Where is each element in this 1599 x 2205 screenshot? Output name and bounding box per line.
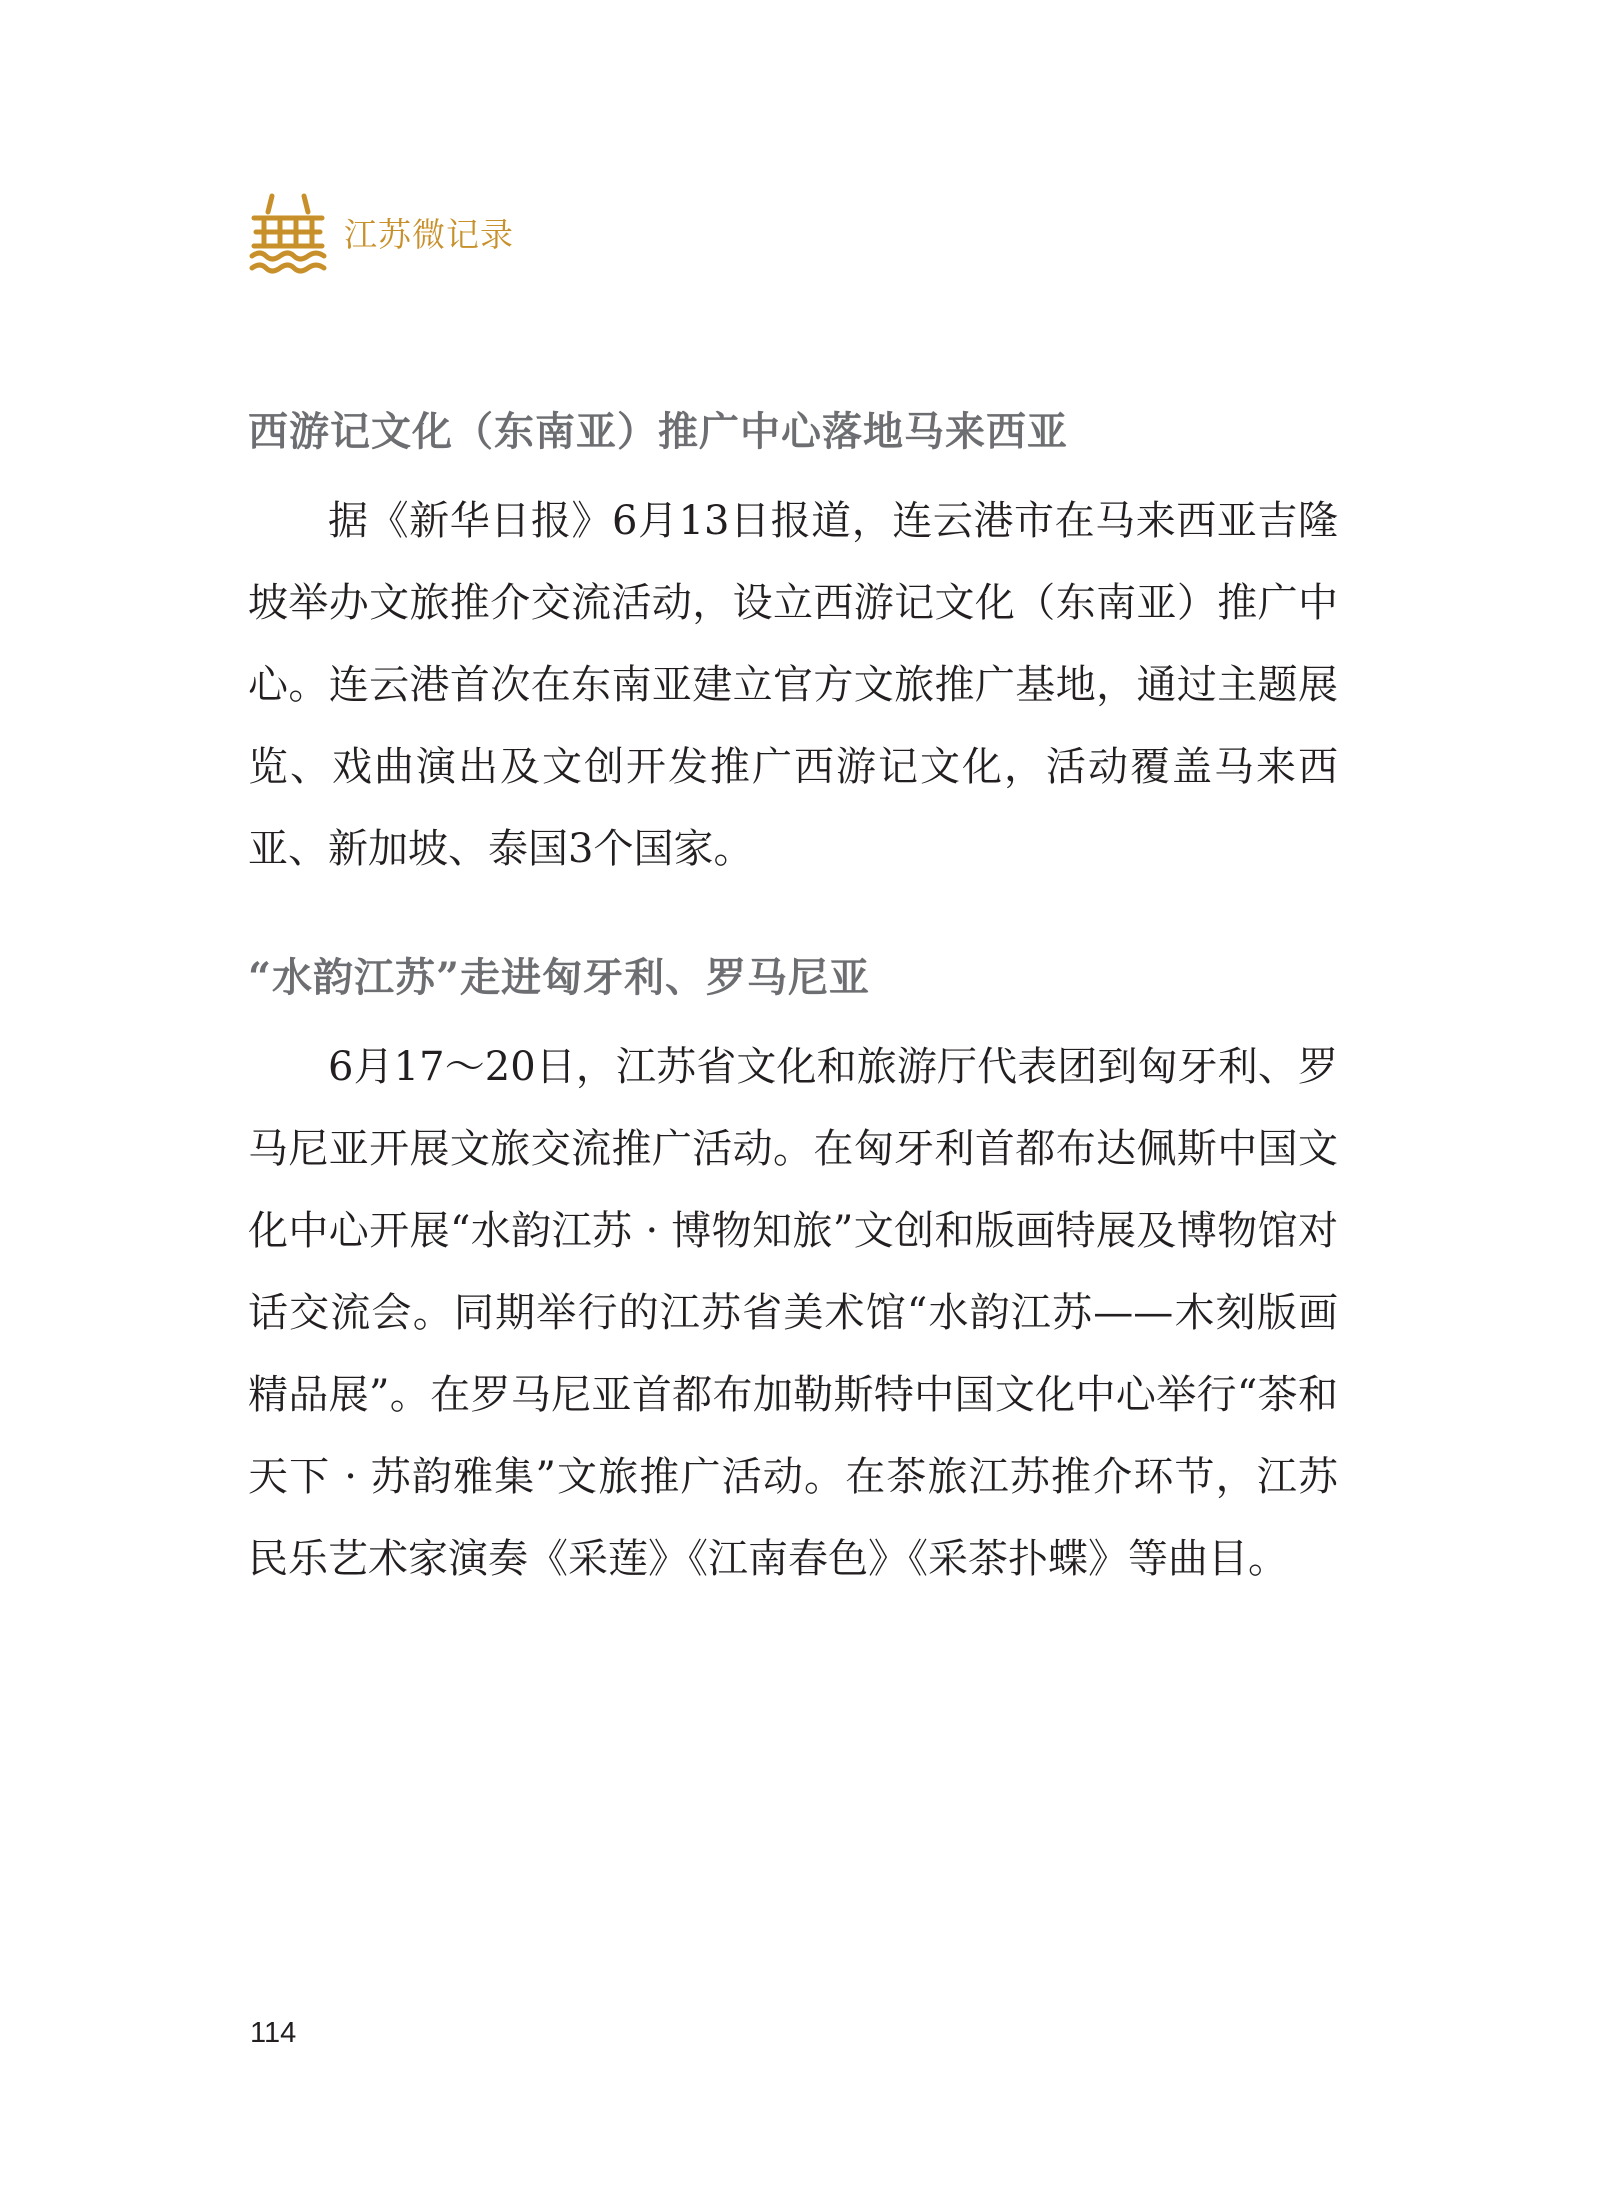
jiangsu-seal-logo-icon (248, 190, 328, 274)
section-paragraph: 6月17～20日，江苏省文化和旅游厅代表团到匈牙利、罗马尼亚开展文旅交流推广活动。在匈牙利首都布达佩斯中国文化中心开展“水韵江苏 · 博物知旅”文创和版画特展及博物馆对话交流会。同期举行的江苏省美术馆“水韵江苏——木刻版画精品展”。在罗马尼亚首都布加勒斯特中国文化中心举行“茶和天下 · 苏韵雅集”文旅推广活动。在茶旅江苏推介环节，江苏民乐艺术家演奏《采莲》《江南春色》《采茶扑蝶》等曲目。 (248, 1044, 1338, 1582)
section-heading: 西游记文化（东南亚）推广中心落地马来西亚 (248, 408, 1068, 455)
section-paragraph: 据《新华日报》6月13日报道，连云港市在马来西亚吉隆坡举办文旅推介交流活动，设立西游记文化（东南亚）推广中心。连云港首次在东南亚建立官方文旅推广基地，通过主题展览、戏曲演出及文创开发推广西游记文化，活动覆盖马来西亚、新加坡、泰国3个国家。 (248, 498, 1338, 872)
page-number: 114 (250, 2017, 297, 2049)
section-heading: “水韵江苏”走进匈牙利、罗马尼亚 (248, 954, 871, 1001)
header-title: 江苏微记录 (344, 214, 514, 254)
page-header (248, 190, 514, 274)
article-content (248, 402, 1338, 1600)
